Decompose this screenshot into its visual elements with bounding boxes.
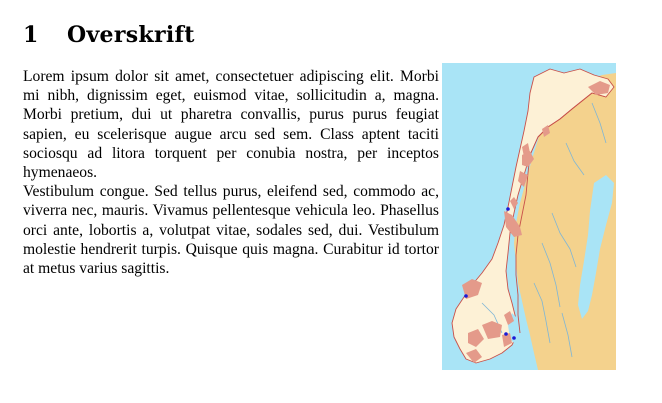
- norway-map: [442, 63, 616, 370]
- paragraph-1: Lorem ipsum dolor sit amet, consectetuer adipiscing elit. Morbi mi nibh, dignissim eget, euismod vitae, sollicitudin a, magna. Morbi pretium, dui ut pharetra convallis, purus purus feugiat sapien, eu scelerisque augue arcu sed sem. Class aptent taciti sociosqu ad litora torquent per conubia nostra, per inceptos hymenaeos.: [23, 68, 439, 182]
- map-point: [504, 332, 508, 336]
- body-text: [23, 67, 439, 278]
- map-point: [506, 207, 510, 211]
- map-point: [512, 336, 516, 340]
- map-point: [464, 294, 468, 298]
- section-heading: [23, 18, 195, 52]
- section-number: 1: [23, 22, 39, 48]
- norway-map-figure: [442, 63, 616, 370]
- paragraph-2: Vestibulum congue. Sed tellus purus, eleifend sed, commodo ac, viverra nec, mauris. Vivamus pellentesque vehicula leo. Phasellus orci ante, lobortis a, volutpat vitae, sodales sed, dui. Vestibulum molestie hendrerit turpis. Quisque quis magna. Curabitur id tortor at metus varius sagittis.: [23, 183, 439, 278]
- section-title: Overskrift: [67, 22, 195, 48]
